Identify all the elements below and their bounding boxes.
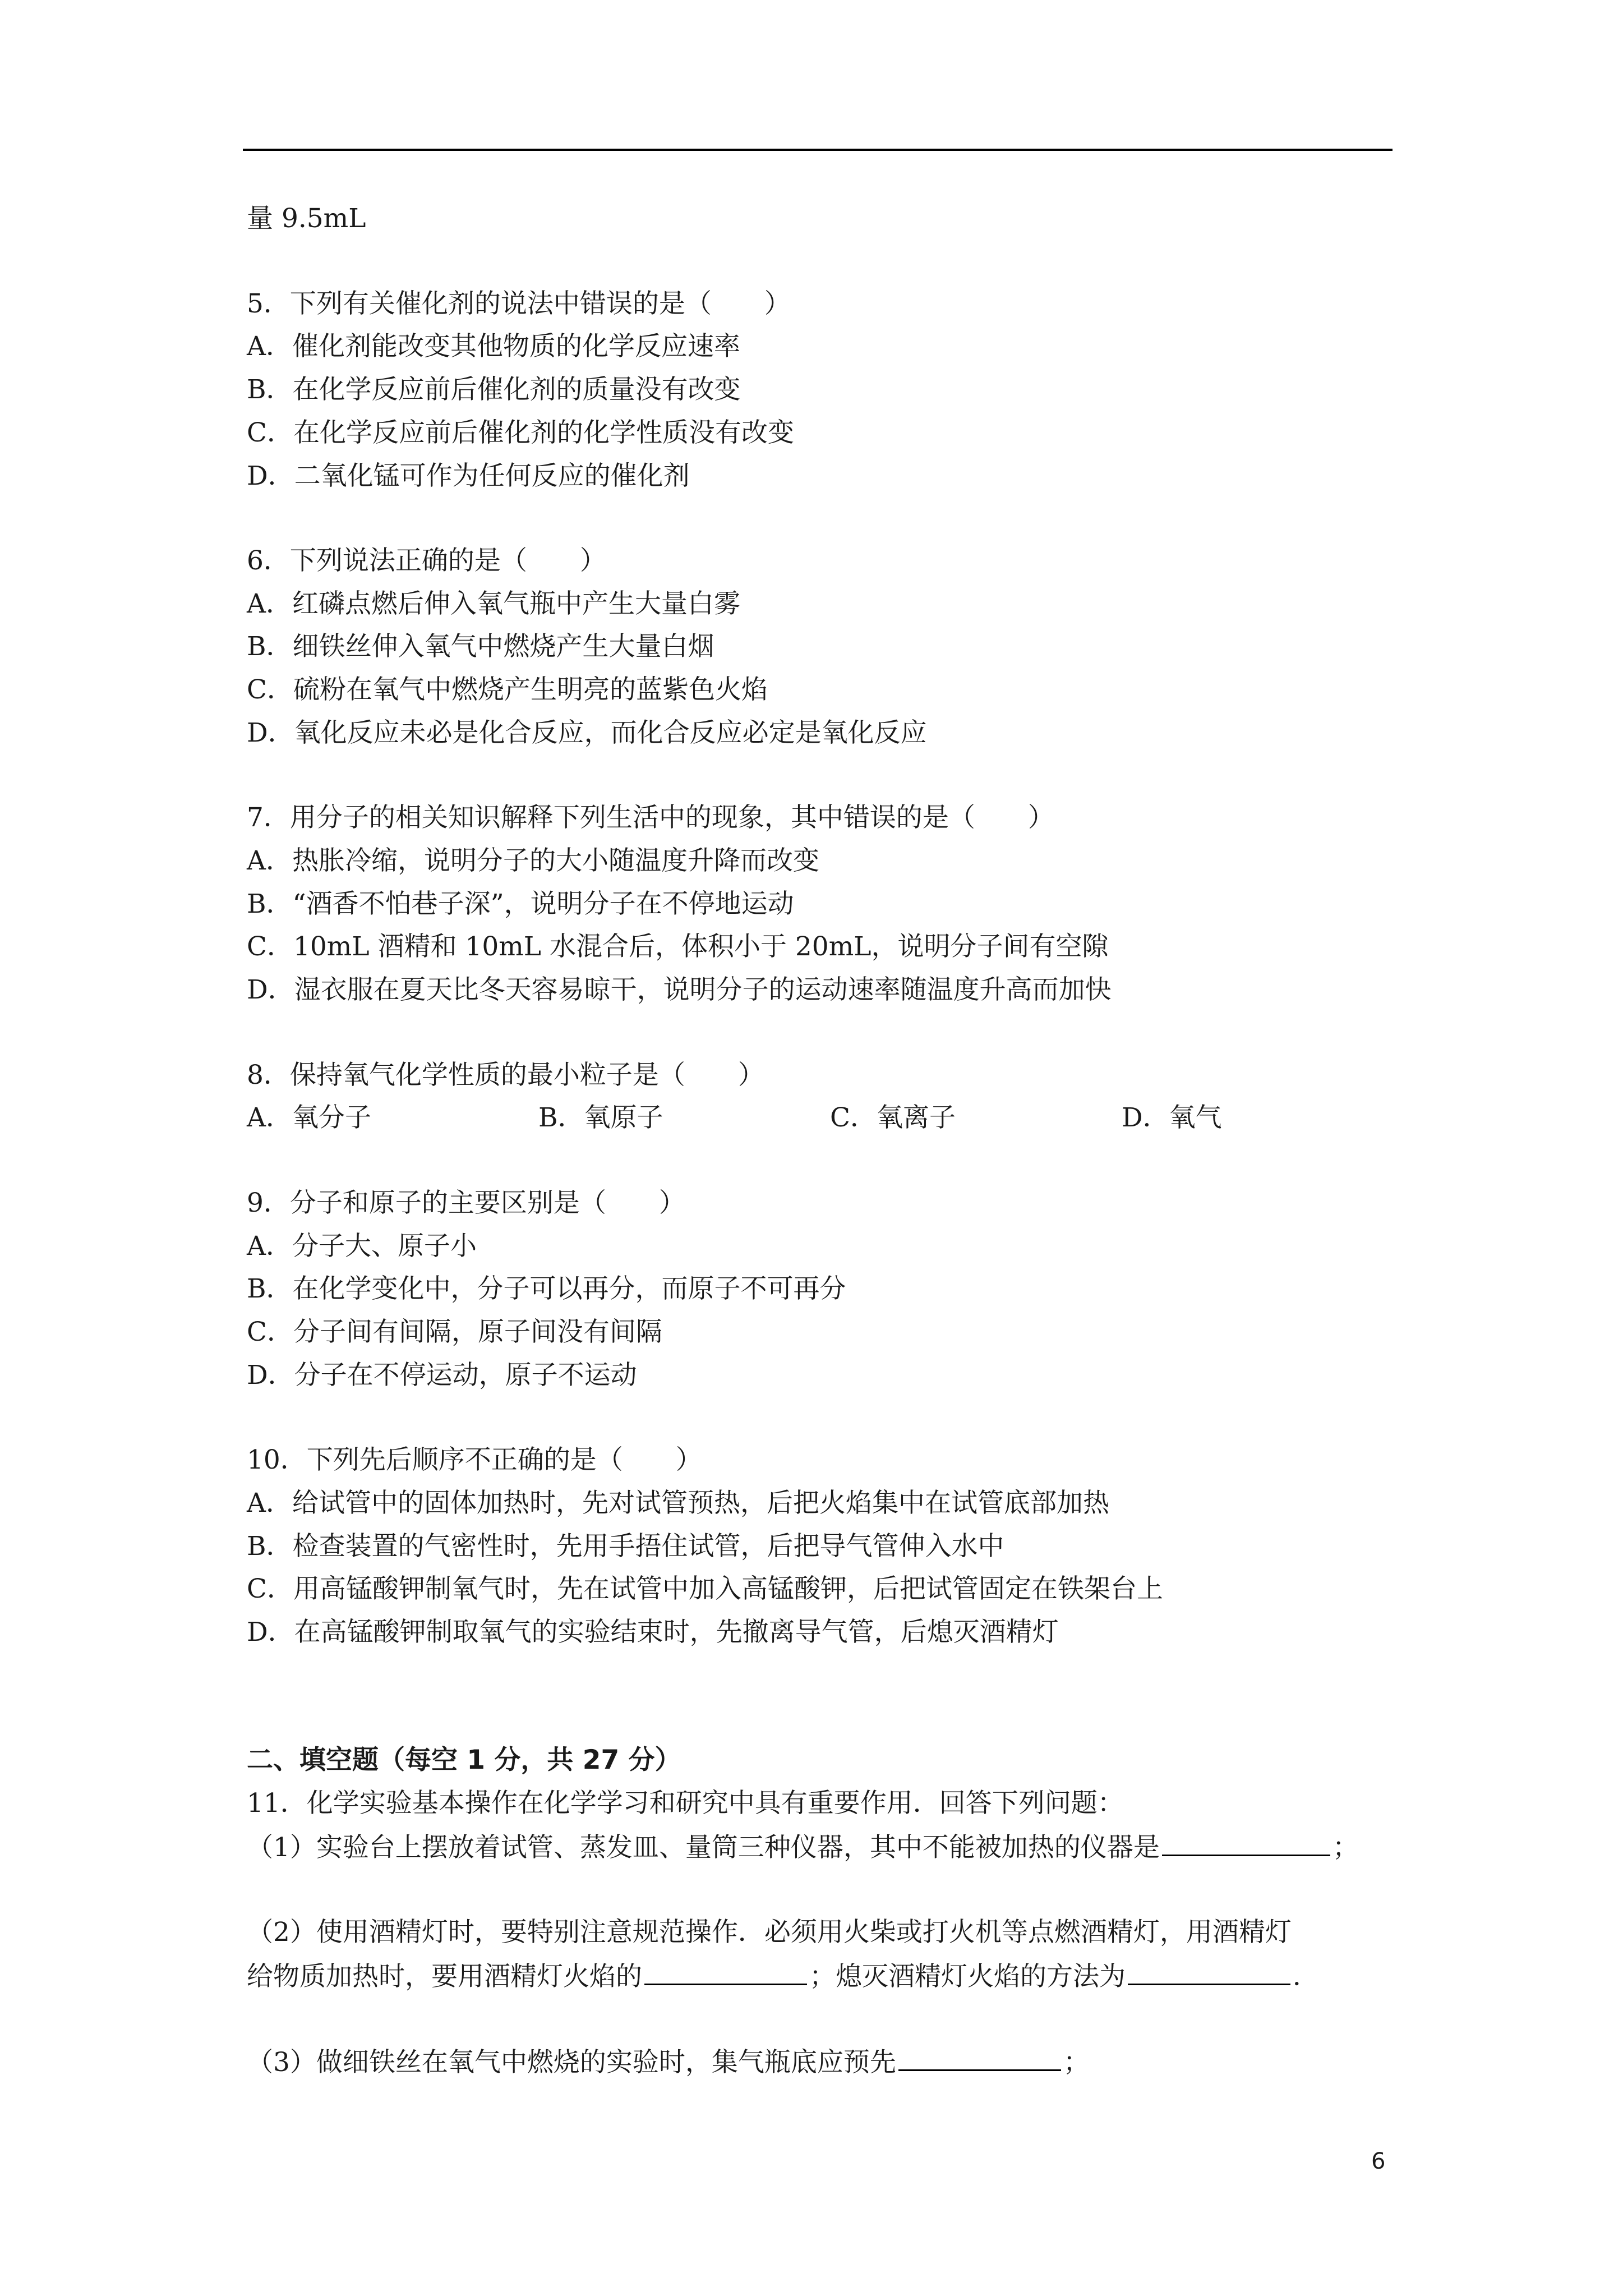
q10-option-c: C．用高锰酸钾制氧气时，先在试管中加入高锰酸钾，后把试管固定在铁架台上 bbox=[247, 1573, 1163, 1604]
q8-stem: 8．保持氧气化学性质的最小粒子是（ ） bbox=[247, 1060, 764, 1091]
q10-option-d: D．在高锰酸钾制取氧气的实验结束时，先撤离导气管，后熄灭酒精灯 bbox=[247, 1617, 1059, 1648]
answer-blank-4[interactable] bbox=[898, 2045, 1061, 2071]
q5-option-c: C．在化学反应前后催化剂的化学性质没有改变 bbox=[247, 417, 794, 448]
q9-option-c: C．分子间有间隔，原子间没有间隔 bbox=[247, 1317, 662, 1347]
q10-option-b: B．检查装置的气密性时，先用手捂住试管，后把导气管伸入水中 bbox=[247, 1531, 1004, 1562]
q11-part3 bbox=[247, 2045, 1090, 2078]
q8-option-c: C．氧离子 bbox=[830, 1102, 956, 1133]
page-number: 6 bbox=[1371, 2148, 1386, 2174]
q10-stem: 10．下列先后顺序不正确的是（ ） bbox=[247, 1444, 702, 1475]
q9-stem: 9．分子和原子的主要区别是（ ） bbox=[247, 1188, 685, 1218]
q11-part2-text-a: 给物质加热时，要用酒精灯火焰的 bbox=[247, 1961, 642, 1992]
q8-option-b: B．氧原子 bbox=[538, 1102, 663, 1133]
q11-part2-text-b: ；熄灭酒精灯火焰的方法为 bbox=[809, 1961, 1126, 1992]
q9-option-b: B．在化学变化中，分子可以再分，而原子不可再分 bbox=[247, 1273, 846, 1304]
q11-stem: 11．化学实验基本操作在化学学习和研究中具有重要作用．回答下列问题： bbox=[247, 1788, 1124, 1819]
header-rule bbox=[243, 149, 1393, 151]
q7-option-a: A．热胀冷缩，说明分子的大小随温度升降而改变 bbox=[247, 845, 819, 876]
answer-blank-1[interactable] bbox=[1162, 1830, 1330, 1856]
q7-option-d: D．湿衣服在夏天比冬天容易晾干，说明分子的运动速率随温度升高而加快 bbox=[247, 974, 1112, 1005]
continuation-text: 量 9.5mL bbox=[247, 203, 366, 234]
q5-stem: 5．下列有关催化剂的说法中错误的是（ ） bbox=[247, 288, 791, 319]
q11-part1 bbox=[247, 1830, 1359, 1864]
q6-option-a: A．红磷点燃后伸入氧气瓶中产生大量白雾 bbox=[247, 588, 740, 619]
q11-part1-text: （1）实验台上摆放着试管、蒸发皿、量筒三种仪器，其中不能被加热的仪器是 bbox=[247, 1832, 1160, 1863]
q5-option-d: D．二氧化锰可作为任何反应的催化剂 bbox=[247, 461, 690, 491]
answer-blank-2[interactable] bbox=[644, 1959, 807, 1985]
section-heading-fill-in: 二、填空题（每空 1 分，共 27 分） bbox=[247, 1745, 681, 1775]
q11-part3-end: ； bbox=[1063, 2047, 1090, 2078]
q11-part3-text: （3）做细铁丝在氧气中燃烧的实验时，集气瓶底应预先 bbox=[247, 2047, 896, 2078]
q5-option-b: B．在化学反应前后催化剂的质量没有改变 bbox=[247, 374, 741, 405]
q7-option-b: B．“酒香不怕巷子深”，说明分子在不停地运动 bbox=[247, 889, 794, 919]
q11-part2-end: ． bbox=[1293, 1961, 1319, 1992]
answer-blank-3[interactable] bbox=[1128, 1959, 1290, 1985]
q6-option-d: D．氧化反应未必是化合反应，而化合反应必定是氧化反应 bbox=[247, 717, 927, 748]
q6-stem: 6．下列说法正确的是（ ） bbox=[247, 545, 606, 576]
q7-stem: 7．用分子的相关知识解释下列生活中的现象，其中错误的是（ ） bbox=[247, 802, 1054, 833]
q6-option-c: C．硫粉在氧气中燃烧产生明亮的蓝紫色火焰 bbox=[247, 674, 768, 705]
q9-option-d: D．分子在不停运动，原子不运动 bbox=[247, 1360, 637, 1391]
q10-option-a: A．给试管中的固体加热时，先对试管预热，后把火焰集中在试管底部加热 bbox=[247, 1488, 1109, 1519]
q8-option-a: A．氧分子 bbox=[247, 1102, 371, 1133]
q7-option-c: C．10mL 酒精和 10mL 水混合后，体积小于 20mL，说明分子间有空隙 bbox=[247, 931, 1109, 962]
q6-option-b: B．细铁丝伸入氧气中燃烧产生大量白烟 bbox=[247, 631, 714, 662]
q11-part2-line1: （2）使用酒精灯时，要特别注意规范操作．必须用火柴或打火机等点燃酒精灯，用酒精灯 bbox=[247, 1917, 1292, 1948]
q11-part1-end: ； bbox=[1332, 1832, 1359, 1863]
q8-option-d: D．氧气 bbox=[1122, 1102, 1222, 1133]
q5-option-a: A．催化剂能改变其他物质的化学反应速率 bbox=[247, 331, 740, 362]
q9-option-a: A．分子大、原子小 bbox=[247, 1231, 477, 1262]
q11-part2-line2 bbox=[247, 1959, 1319, 1993]
